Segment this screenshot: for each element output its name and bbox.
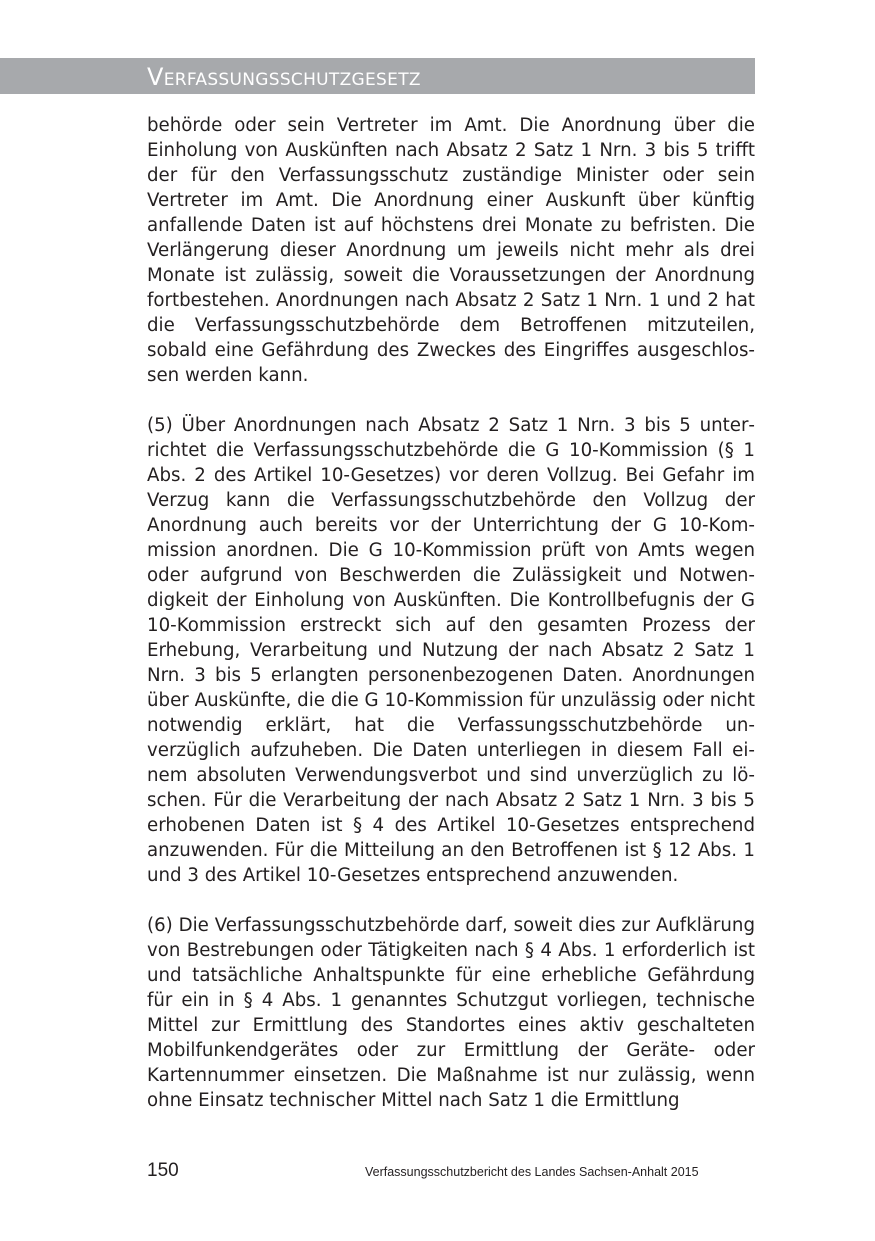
page-title: Verfassungsschutzgesetz — [147, 63, 421, 91]
footer-publication-title: Verfassungsschutzbericht des Landes Sachsen-Anhalt 2015 — [365, 1165, 699, 1179]
page-number: 150 — [147, 1160, 179, 1181]
paragraph-5: (5) Über Anordnungen nach Absatz 2 Satz 1 Nrn. 3 bis 5 unterrichtet die Verfassungsschutzbehörde die G 10-Kommission (§ 1 Abs. 2 des Artikel 10-Gesetzes) vor deren Vollzug. Bei Gefahr im Verzug kann die Verfassungsschutzbehörde den Vollzug der Anordnung auch bereits vor der Unterrichtung der G 10-Kommission anordnen. Die G 10-Kommission prüft von Amts wegen oder aufgrund von Beschwerden die Zulässigkeit und Notwendigkeit der Einholung von Auskünften. Die Kontrollbefugnis der G 10-Kommission erstreckt sich auf den gesamten Prozess der Erhebung, Verarbeitung und Nutzung der nach Absatz 2 Satz 1 Nrn. 3 bis 5 erlangten personenbezogenen Daten. Anordnungen über Auskünfte, die die G 10-Kommission für unzulässig oder nicht notwendig erklärt, hat die Verfassungsschutzbehörde unverzüglich aufzuheben. Die Daten unterliegen in diesem Fall einem absoluten Verwendungsverbot und sind unverzüglich zu löschen. Für die Verarbeitung der nach Absatz 2 Satz 1 Nrn. 3 bis 5 erhobenen Daten ist § 4 des Artikel 10-Gesetzes entsprechend anzuwenden. Für die Mitteilung an den Betroffenen ist § 12 Abs. 1 und 3 des Artikel 10-Gesetzes entsprechend anzuwenden. — [147, 415, 755, 886]
paragraph-continuation: behörde oder sein Vertreter im Amt. Die Anordnung über die Einholung von Auskünften nach Absatz 2 Satz 1 Nrn. 3 bis 5 trifft der für den Verfassungsschutz zuständige Minister oder sein Vertreter im Amt. Die Anordnung einer Auskunft über künftig anfallende Daten ist auf höchstens drei Monate zu befristen. Die Verlängerung dieser Anordnung um jeweils nicht mehr als drei Monate ist zulässig, soweit die Voraussetzungen der Anordnung fortbestehen. Anordnungen nach Absatz 2 Satz 1 Nrn. 1 und 2 hat die Verfassungsschutzbehörde dem Betroffenen mitzuteilen, sobald eine Gefährdung des Zweckes des Eingriffes ausgeschlossen werden kann. — [147, 115, 755, 386]
paragraph-6: (6) Die Verfassungsschutzbehörde darf, soweit dies zur Aufklärung von Bestrebungen oder Tätigkeiten nach § 4 Abs. 1 erforderlich ist und tatsächliche Anhaltspunkte für eine erhebliche Gefährdung für ein in § 4 Abs. 1 genanntes Schutzgut vorliegen, technische Mittel zur Ermittlung des Standortes eines aktiv geschalteten Mobilfunkendgerätes oder zur Ermittlung der Geräte- oder Kartennummer einsetzen. Die Maßnahme ist nur zulässig, wenn ohne Einsatz technischer Mittel nach Satz 1 die Ermittlung — [147, 915, 755, 1111]
document-body — [147, 113, 755, 1113]
